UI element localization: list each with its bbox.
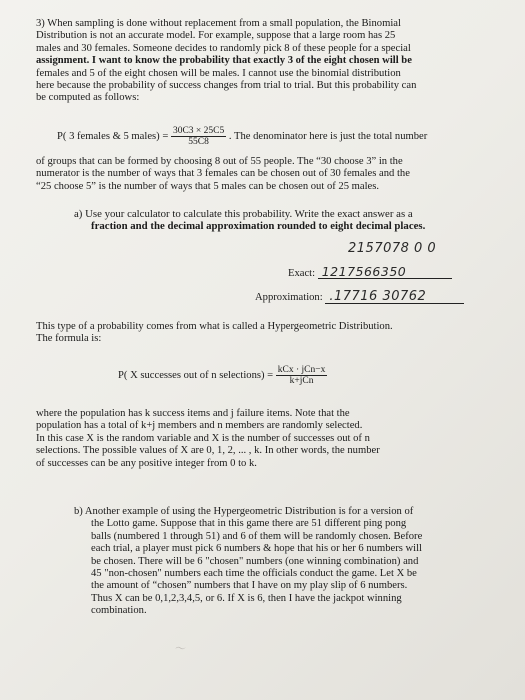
text-line: In this case X is the random variable and X is the number of successes out of n bbox=[36, 432, 370, 444]
text-line: numerator is the number of ways that 3 females can be chosen out of 30 females and the bbox=[36, 168, 410, 180]
formula-numerator: kCx · jCn−x bbox=[277, 365, 326, 375]
text-line: selections. The possible values of X are 0, 1, 2, ... , k. In other words, the number bbox=[36, 445, 380, 457]
text-line: of successes can be any positive integer from 0 to k. bbox=[36, 457, 257, 469]
text-line: b) Another example of using the Hypergeometric Distribution is for a version of bbox=[74, 506, 414, 517]
part-a-instructions bbox=[74, 208, 514, 233]
pencil-smudge: 〜 bbox=[175, 642, 186, 655]
text-line: here because the probability of success changes from trial to trial. But this probability can bbox=[36, 80, 417, 92]
hypergeometric-formula bbox=[118, 365, 478, 386]
text-line: be chosen. There will be 6 "chosen" numbers (one winning combination) and bbox=[91, 555, 419, 567]
formula-note: . The denominator here is just the total number bbox=[228, 130, 428, 142]
text-line: Distribution is not an accurate model. For example, suppose that a large room has 25 bbox=[36, 30, 396, 42]
exact-label: Exact: bbox=[288, 268, 316, 279]
text-line: each trial, a player must pick 6 numbers & hope that his or her 6 numbers will bbox=[91, 543, 422, 555]
text-line: be computed as follows: bbox=[36, 92, 140, 104]
text-line: This type of a probability comes from what is called a Hypergeometric Distribution. bbox=[36, 321, 393, 332]
exact-answer-row bbox=[288, 266, 452, 280]
text-line: assignment. I want to know the probability that exactly 3 of the eight chosen will be bbox=[36, 55, 412, 67]
question-3-intro bbox=[36, 18, 506, 105]
exact-answer-field[interactable]: 1217566350 bbox=[318, 266, 452, 279]
text-line: males and 30 females. Someone decides to randomly pick 8 of these people for a special bbox=[36, 42, 411, 54]
formula-denominator: 55C8 bbox=[188, 137, 209, 147]
formula-lhs: P( X successes out of n selections) = bbox=[118, 369, 276, 381]
text-line: balls (numbered 1 through 51) and 6 of them will be randomly chosen. Before bbox=[91, 530, 423, 542]
handwritten-numerator: 2157078 0 0 bbox=[348, 241, 437, 256]
part-b-text bbox=[74, 506, 514, 618]
text-line: fraction and the decimal approximation rounded to eight decimal places. bbox=[91, 220, 426, 233]
text-line: a) Use your calculator to calculate this probability. Write the exact answer as a bbox=[74, 208, 413, 220]
question-3-explanation bbox=[36, 156, 506, 193]
approximation-answer-field[interactable]: .17716 30762 bbox=[325, 291, 464, 304]
formula-denominator: k+jCn bbox=[289, 376, 314, 386]
text-line: of groups that can be formed by choosing 8 out of 55 people. The “30 choose 3” in the bbox=[36, 156, 403, 167]
text-line: the amount of “chosen” numbers that I have on my play slip of 6 numbers. bbox=[91, 580, 408, 592]
hypergeometric-explanation bbox=[36, 408, 506, 470]
hypergeometric-intro bbox=[36, 321, 506, 346]
formula-fraction bbox=[276, 365, 328, 386]
formula-lhs: P( 3 females & 5 males) = bbox=[57, 130, 171, 142]
text-line: Thus X can be 0,1,2,3,4,5, or 6. If X is 6, then I have the jackpot winning bbox=[91, 592, 402, 604]
text-line: 3) When sampling is done without replacement from a small population, the Binomial bbox=[36, 18, 401, 29]
combination-formula bbox=[57, 126, 517, 147]
formula-fraction bbox=[171, 126, 226, 147]
approximation-label: Approximation: bbox=[255, 292, 323, 303]
text-line: females and 5 of the eight chosen will be males. I cannot use the binomial distribution bbox=[36, 67, 401, 79]
approximation-row bbox=[255, 291, 464, 304]
text-line: where the population has k success items and j failure items. Note that the bbox=[36, 408, 350, 419]
text-line: “25 choose 5” is the number of ways that 5 males can be chosen out of 25 males. bbox=[36, 180, 380, 192]
text-line: combination. bbox=[91, 605, 147, 617]
text-line: population has a total of k+j members and n members are randomly selected. bbox=[36, 420, 363, 432]
text-line: the Lotto game. Suppose that in this game there are 51 different ping pong bbox=[91, 518, 407, 530]
text-line: 45 "non-chosen" numbers each time the officials conduct the game. Let X be bbox=[91, 568, 417, 580]
formula-numerator: 30C3 × 25C5 bbox=[172, 126, 225, 136]
text-line: The formula is: bbox=[36, 333, 102, 345]
